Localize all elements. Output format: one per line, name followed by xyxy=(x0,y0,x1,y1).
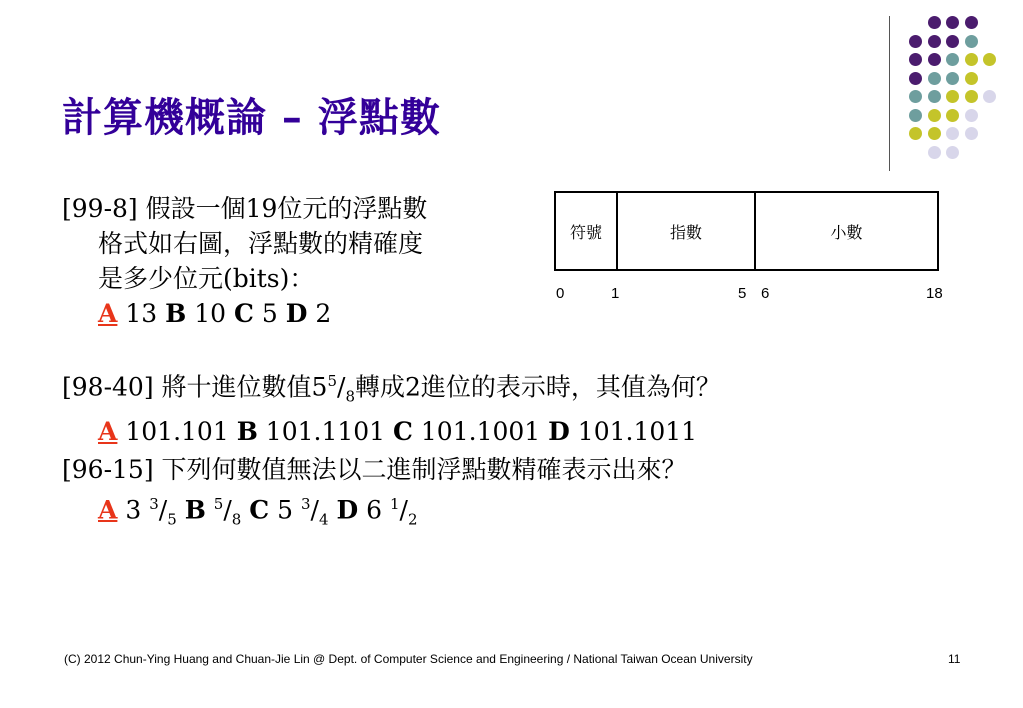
q3-option-b-den: 8 xyxy=(231,510,242,529)
decorative-dot xyxy=(965,127,978,140)
decorative-dot xyxy=(946,146,959,159)
q3-option-a-den: 5 xyxy=(167,510,177,529)
q3-option-c-slash: / xyxy=(310,495,319,525)
q1-option-a: 13 xyxy=(125,299,158,328)
decorative-dot xyxy=(928,90,941,103)
question-98-40 xyxy=(62,364,721,449)
question-99-8 xyxy=(62,191,427,331)
decorative-dot xyxy=(946,90,959,103)
q1-option-b-label: B xyxy=(165,299,187,328)
q1-option-c: 5 xyxy=(261,299,278,328)
q2-option-d-label: D xyxy=(548,417,570,447)
q1-option-d-label: D xyxy=(285,299,308,328)
decorative-dot xyxy=(928,109,941,122)
q2-option-b: 101.1101 xyxy=(265,417,386,447)
q3-option-b-slash: / xyxy=(223,495,232,525)
slide-title: 計算機概論 – 浮點數 xyxy=(62,94,441,141)
footer-copyright: (C) 2012 Chun-Ying Huang and Chuan-Jie Lin @ Dept. of Computer Science and Engineering / National Taiwan Ocean University xyxy=(64,652,753,666)
decorative-dot xyxy=(965,90,978,103)
q3-option-b-label: B xyxy=(184,495,206,525)
decorative-dot xyxy=(946,53,959,66)
page-number: 11 xyxy=(948,652,961,666)
q3-option-c-num: 3 xyxy=(301,495,311,513)
decorative-dot xyxy=(909,53,922,66)
mantissa-field: 小數 xyxy=(830,222,863,242)
q1-option-d: 2 xyxy=(315,299,332,328)
decorative-dot xyxy=(965,35,978,48)
q2-sup: 5 xyxy=(327,372,337,390)
decorative-dot xyxy=(946,35,959,48)
decorative-dot xyxy=(965,109,978,122)
decorative-dot xyxy=(946,109,959,122)
q3-option-d-num: 1 xyxy=(389,495,400,513)
q3-answer-a-label: A xyxy=(98,495,118,525)
bit-label-1: 1 xyxy=(611,285,620,302)
q1-option-c-label: C xyxy=(233,299,254,328)
q2-answer-a-label: A xyxy=(98,417,118,447)
decorative-dot xyxy=(983,90,996,103)
bit-label-0: 0 xyxy=(556,285,565,302)
decorative-dot xyxy=(909,90,922,103)
q1-answer-a-label: A xyxy=(98,299,118,328)
exponent-field: 指數 xyxy=(618,193,756,269)
q3-option-c-den: 4 xyxy=(318,510,329,529)
q1-code: [99-8] xyxy=(62,194,138,223)
q2-sub: 8 xyxy=(345,387,355,406)
float-format-diagram xyxy=(554,191,939,271)
decorative-dot xyxy=(946,72,959,85)
q2-text-pre: 將十進位數值5 xyxy=(161,372,328,402)
bit-label-18: 18 xyxy=(926,285,943,302)
q2-text-post: 轉成2進位的表示時，其值為何？ xyxy=(354,372,721,402)
q2-options xyxy=(62,414,721,449)
decorative-dot xyxy=(983,53,996,66)
q1-line2: 格式如右圖，浮點數的精確度 xyxy=(98,229,424,258)
decorative-dot xyxy=(928,35,941,48)
q2-code: [98-40] xyxy=(62,372,154,402)
decorative-dot xyxy=(909,127,922,140)
q3-option-a-num: 3 xyxy=(149,495,159,513)
sign-field: 符號 xyxy=(556,193,618,269)
decorative-dot xyxy=(928,127,941,140)
title-divider xyxy=(889,16,890,171)
q3-option-c-label: C xyxy=(249,495,270,525)
question-96-15 xyxy=(62,452,687,537)
decorative-dot xyxy=(928,146,941,159)
q3-option-c-whole: 5 xyxy=(277,495,294,525)
q3-option-a-slash: / xyxy=(158,495,168,525)
decorative-dot xyxy=(928,53,941,66)
q1-line1: 假設一個19位元的浮點數 xyxy=(145,194,428,223)
decorative-dot xyxy=(965,72,978,85)
q2-slash: / xyxy=(337,372,346,402)
q3-code: [96-15] xyxy=(62,455,154,484)
q1-option-b: 10 xyxy=(194,299,227,328)
decorative-dot xyxy=(909,35,922,48)
q3-option-a-whole: 3 xyxy=(125,495,142,525)
decorative-dot xyxy=(965,16,978,29)
q3-option-b-num: 5 xyxy=(213,495,224,513)
q3-option-d-den: 2 xyxy=(407,510,418,529)
decorative-dot xyxy=(946,16,959,29)
q2-option-d: 101.1011 xyxy=(577,417,698,447)
q3-option-d-label: D xyxy=(336,495,359,525)
q2-option-c: 101.1001 xyxy=(420,417,541,447)
decorative-dot xyxy=(946,127,959,140)
decorative-dot xyxy=(909,109,922,122)
decorative-dot xyxy=(965,53,978,66)
q3-options xyxy=(62,487,687,537)
decorative-dot xyxy=(928,72,941,85)
decorative-dot xyxy=(909,72,922,85)
bit-label-5: 5 xyxy=(738,285,747,302)
decorative-dot xyxy=(928,16,941,29)
q2-option-b-label: B xyxy=(236,417,258,447)
q3-option-d-whole: 6 xyxy=(366,495,383,525)
bit-label-6: 6 xyxy=(761,285,770,302)
q2-option-a: 101.101 xyxy=(125,417,229,447)
q2-option-c-label: C xyxy=(393,417,413,447)
q3-option-d-slash: / xyxy=(399,495,408,525)
q1-line3: 是多少位元(bits)： xyxy=(98,264,315,293)
q1-options xyxy=(62,296,427,331)
q3-text: 下列何數值無法以二進制浮點數精確表示出來？ xyxy=(161,455,687,484)
